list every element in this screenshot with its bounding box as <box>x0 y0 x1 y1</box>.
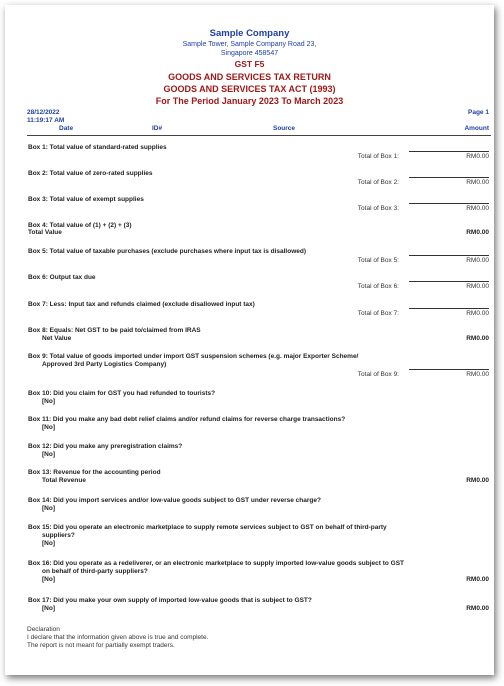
box8-subtotal-label: Net Value <box>42 335 72 342</box>
box2-label: Box 2: Total value of zero-rated supplies <box>28 170 153 177</box>
column-amount: Amount <box>464 125 489 132</box>
declaration-title: Declaration <box>27 626 60 633</box>
box4-label: Box 4: Total value of (1) + (2) + (3) <box>28 222 132 229</box>
box15-answer: [No] <box>42 540 55 547</box>
box5-amount: RM0.00 <box>466 257 489 264</box>
box7-total-line <box>409 308 489 309</box>
page-label: Page <box>468 109 484 116</box>
box3-amount: RM0.00 <box>466 205 489 212</box>
box1-amount: RM0.00 <box>466 153 489 160</box>
box7-total-label: Total of Box 7: <box>357 310 399 317</box>
column-date: Date <box>59 125 74 132</box>
column-source: Source <box>273 125 296 132</box>
box4-amount: RM0.00 <box>466 229 489 236</box>
page-indicator <box>468 109 489 116</box>
box5-total-label: Total of Box 5: <box>357 257 399 264</box>
box8-amount: RM0.00 <box>466 335 489 342</box>
box1-label: Box 1: Total value of standard-rated supplies <box>28 144 167 151</box>
print-time: 11:19:17 AM <box>27 117 65 124</box>
box5-total-line <box>409 255 489 256</box>
declaration-line1: I declare that the information given above is true and complete. <box>27 634 209 641</box>
report-act: GOODS AND SERVICES TAX ACT (1993) <box>163 84 336 94</box>
box9-total-label: Total of Box 9: <box>357 371 399 378</box>
box16-label-line1: Box 16: Did you operate as a redeliverer, or an electronic marketplace to supply imported low-value goods subject to GST <box>28 560 405 567</box>
box9-label-line1: Box 9: Total value of goods imported under import GST suspension schemes (e.g. major Exporter Scheme/ <box>28 353 359 360</box>
report-title: GOODS AND SERVICES TAX RETURN <box>168 72 331 82</box>
page-number: 1 <box>485 109 489 116</box>
print-date: 28/12/2022 <box>27 109 60 116</box>
company-name: Sample Company <box>209 28 290 39</box>
box6-amount: RM0.00 <box>466 283 489 290</box>
header-divider <box>27 135 491 136</box>
box15-label-line1: Box 15: Did you operate an electronic marketplace to supply remote services subject to GST on behalf of third-party <box>28 524 387 531</box>
box15-label-line2: suppliers? <box>42 532 75 539</box>
box12-label: Box 12: Did you make any preregistration claims? <box>28 443 183 450</box>
box9-total-line <box>409 369 489 370</box>
box16-label-line2: on behalf of third-party suppliers? <box>42 568 148 575</box>
box5-label: Box 5: Total value of taxable purchases (exclude purchases where input tax is disallowed) <box>28 248 307 255</box>
report-period: For The Period January 2023 To March 2023 <box>155 96 344 106</box>
box3-total-label: Total of Box 3: <box>357 205 399 212</box>
box17-answer: [No] <box>42 605 55 612</box>
box9-label-line2: Approved 3rd Party Logistics Company) <box>42 361 167 368</box>
company-address-line1: Sample Tower, Sample Company Road 23, <box>182 41 317 48</box>
declaration-line2: The report is not meant for partially exempt traders. <box>27 642 175 649</box>
report-page <box>5 5 494 675</box>
box2-amount: RM0.00 <box>466 179 489 186</box>
box3-label: Box 3: Total value of exempt supplies <box>28 196 144 203</box>
box2-total-label: Total of Box 2: <box>357 179 399 186</box>
box17-amount: RM0.00 <box>466 605 489 612</box>
box10-label: Box 10: Did you claim for GST you had refunded to tourists? <box>28 390 216 397</box>
box10-answer: [No] <box>42 398 55 405</box>
box8-label: Box 8: Equals: Net GST to be paid to/claimed from IRAS <box>28 327 201 334</box>
box13-amount: RM0.00 <box>466 477 489 484</box>
box13-subtotal-label: Total Revenue <box>42 477 86 484</box>
box11-answer: [No] <box>42 424 55 431</box>
box16-answer: [No] <box>42 576 55 583</box>
box13-label: Box 13: Revenue for the accounting period <box>28 469 161 476</box>
form-code: GST F5 <box>234 59 265 69</box>
box6-total-label: Total of Box 6: <box>357 283 399 290</box>
box1-total-line <box>409 151 489 152</box>
box12-answer: [No] <box>42 451 55 458</box>
box16-amount: RM0.00 <box>466 576 489 583</box>
box14-answer: [No] <box>42 505 55 512</box>
box6-label: Box 6: Output tax due <box>28 274 96 281</box>
company-address-line2: Singapore 458547 <box>220 50 279 57</box>
box14-label: Box 14: Did you import services and/or low-value goods subject to GST under reverse charge? <box>28 497 321 504</box>
column-id: ID# <box>152 125 163 132</box>
box4-subtotal-label: Total Value <box>28 229 62 236</box>
box7-amount: RM0.00 <box>466 310 489 317</box>
box6-total-line <box>409 281 489 282</box>
box11-label: Box 11: Did you make any bad debt relief claims and/or refund claims for reverse charge transactions? <box>28 416 346 423</box>
box9-amount: RM0.00 <box>466 371 489 378</box>
box3-total-line <box>409 203 489 204</box>
box17-label: Box 17: Did you make your own supply of imported low-value goods that is subject to GST? <box>28 597 312 604</box>
box2-total-line <box>409 177 489 178</box>
box7-label: Box 7: Less: Input tax and refunds claimed (exclude disallowed input tax) <box>28 301 255 308</box>
box1-total-label: Total of Box 1: <box>357 153 399 160</box>
